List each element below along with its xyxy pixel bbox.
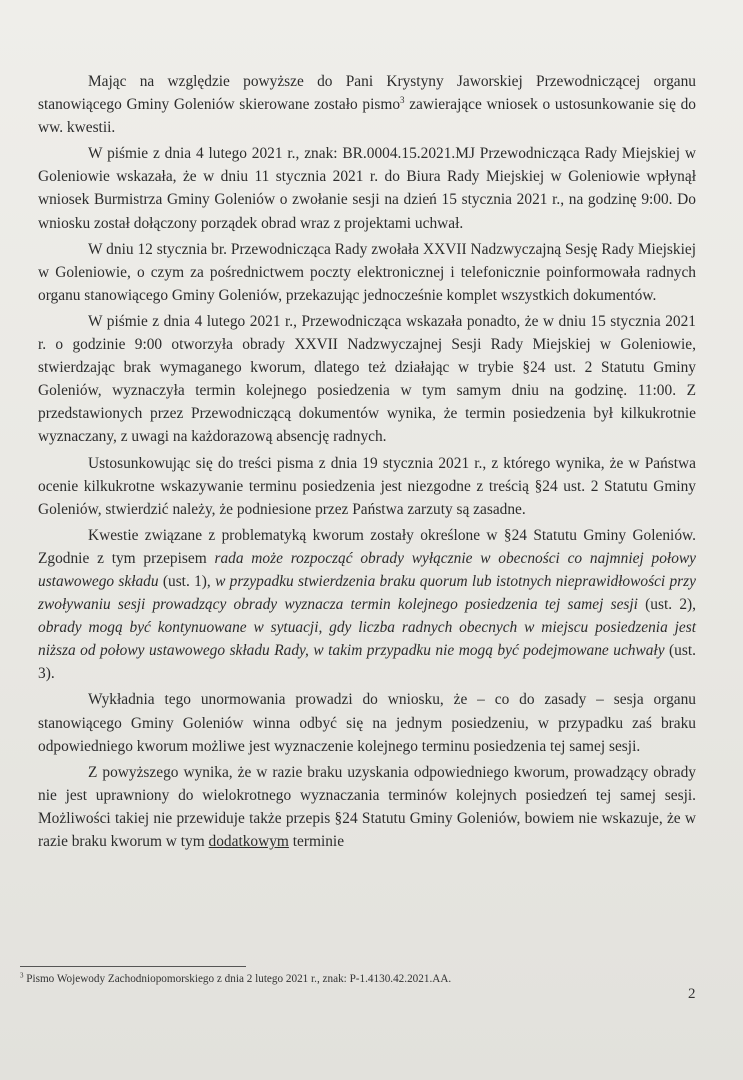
italic-quote: w przypadku stwierdzenia braku quorum lub istotnych nieprawidłowości przy zwoływaniu sesji prowadzący obrady wyznacza termin kolejnego posiedzenia tej samej sesji	[38, 572, 696, 614]
footnote-marker: 3	[20, 971, 24, 980]
text-run: W dniu 12 stycznia br. Przewodnicząca Rady zwołała XXVII Nadzwyczajną Sesję Rady Miejskiej w Goleniowie, o czym za pośrednictwem poczty elektronicznej i telefonicznie poinformowała radnych organu stanowiącego Gminy Goleniów, przekazując jednocześnie komplet wszystkich dokumentów.	[38, 240, 696, 304]
text-run: zawierające wniosek o ustosunkowanie się do ww. kwestii.	[38, 96, 696, 137]
text-run: Mając na względzie powyższe do Pani Krystyny Jaworskiej Przewodniczącej organu stanowiącego Gminy Goleniów skierowane zostało pismo	[38, 73, 696, 114]
footnote-separator	[20, 966, 246, 967]
footnote-reference: 3	[400, 94, 405, 105]
italic-quote: obrady mogą być kontynuowane w sytuacji, gdy liczba radnych obecnych w miejscu posiedzenia jest niższa od połowy ustawowego składu Rady, w takim przypadku nie mogą być podejmowane uchwały	[38, 619, 696, 660]
paragraph	[38, 761, 696, 853]
text-run: Wykładnia tego unormowania prowadzi do wniosku, że – co do zasady – sesja organu stanowiącego Gminy Goleniów winna odbyć się na jednym posiedzeniu, w przypadku zaś braku odpowiedniego kworum możliwe jest wyznaczenie kolejnego terminu posiedzenia tej samej sesji.	[38, 691, 696, 755]
text-run: Kwestie związane z problematyką kworum zostały określone w §24 Statutu Gminy Goleniów. Zgodnie z tym przepisem	[38, 526, 696, 567]
text-run: (ust. 3).	[38, 642, 696, 683]
document-body	[38, 70, 696, 853]
text-run: (ust. 2),	[637, 596, 696, 614]
text-run: Z powyższego wynika, że w razie braku uzyskania odpowiedniego kworum, prowadzący obrady nie jest uprawniony do wielokrotnego wyznaczania terminów kolejnych posiedzeń tej samej sesji. Możliwości takiej nie przewiduje także przepis §24 Statutu Gminy Goleniów, bowiem nie wskazuje, że w razie braku kworum w tym	[38, 763, 696, 850]
underlined-text: dodatkowym	[208, 833, 289, 850]
paragraph	[38, 452, 696, 521]
text-run: Ustosunkowując się do treści pisma z dnia 19 stycznia 2021 r., z którego wynika, że w Państwa ocenie kilkukrotne wskazywanie terminu posiedzenia jest niezgodne z treścią §24 ust. 2 Statutu Gminy Goleniów, stwierdzić należy, że podniesione przez Państwa zarzuty są zasadne.	[38, 454, 696, 518]
paragraph	[38, 142, 696, 234]
paragraph	[38, 238, 696, 307]
text-run: terminie	[288, 833, 345, 850]
paragraph	[38, 310, 696, 449]
page-number: 2	[688, 986, 696, 1002]
text-run: W piśmie z dnia 4 lutego 2021 r., znak: BR.0004.15.2021.MJ Przewodnicząca Rady Miejskiej w Goleniowie wskazała, że w dniu 11 stycznia 2021 r. do Biura Rady Miejskiej w Goleniowie wpłynął wniosek Burmistrza Gminy Goleniów o zwołanie sesji na dzień 15 stycznia 2021 r., na godzinę 9:00. Do wniosku został dołączony porządek obrad wraz z projektami uchwał.	[38, 145, 696, 232]
text-run: (ust. 1),	[158, 572, 216, 590]
text-run: W piśmie z dnia 4 lutego 2021 r., Przewodnicząca wskazała ponadto, że w dniu 15 stycznia 2021 r. o godzinie 9:00 otworzyła obrady XXVII Nadzwyczajnej Sesji Rady Miejskiej w Goleniowie, stwierdzając brak wymaganego kworum, dlatego też działając w trybie §24 ust. 2 Statutu Gminy Goleniów, wyznaczyła termin kolejnego posiedzenia w tym samym dniu na godzinę. 11:00. Z przedstawionych przez Przewodniczącą dokumentów wynika, że termin posiedzenia był kilkukrotnie wyznaczany, z uwagi na każdorazową absencję radnych.	[38, 312, 696, 446]
paragraph	[38, 524, 696, 686]
italic-quote: rada może rozpocząć obrady wyłącznie w obecności co najmniej połowy ustawowego składu	[38, 549, 696, 590]
footnote	[20, 972, 700, 986]
footnote-text: Pismo Wojewody Zachodniopomorskiego z dnia 2 lutego 2021 r., znak: P-1.4130.42.2021.AA.	[23, 973, 452, 985]
paragraph	[38, 688, 696, 757]
paragraph	[38, 70, 696, 139]
